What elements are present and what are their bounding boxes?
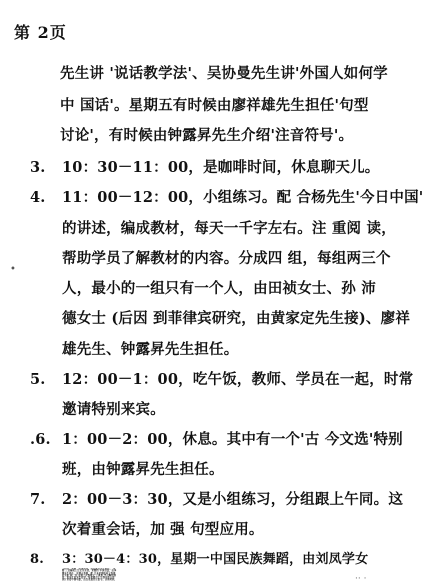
list-item-6: [30, 433, 403, 448]
text-line: 人，最小的一组只有一个人，由田祯女士、孙 沛: [62, 280, 376, 297]
text-line: 作，由吴让农先生指导。每星期六上午到中影公司: [62, 576, 115, 580]
text-line: 中 国话'。星期五有时候由廖祥雄先生担任'句型: [60, 97, 369, 114]
text-line: 的讲述，编成教材，每天一千字左右。注 重阅 读，: [62, 220, 396, 237]
text-line: 有关机 构，也 安排三次到师大 工教系 学习陶瓷制: [62, 573, 116, 577]
text-line: 邀请特别来宾。: [62, 401, 165, 418]
text-line: 1：00－2：00，休息。其中有一个'古 今文选'特别: [62, 431, 403, 448]
text-line: 期 三自修或上台北买东西。星期四 中国书法，由李: [62, 569, 117, 573]
text-line: 班，由钟露昇先生担任。: [62, 461, 224, 478]
list-item-4: [30, 191, 423, 206]
text-line: 帮助学员了解教材的内容。分成四 组，每组两三个: [62, 250, 391, 267]
item-number: 7.: [30, 491, 46, 508]
text-line: 雄先生、钟露昇先生担任。: [62, 341, 239, 358]
item-number: .6.: [30, 431, 51, 448]
text-line: 12：00－1：00，吃午饭，教师、学员在一起，时常: [62, 371, 414, 388]
text-line: 11：00－12：00，小组练习。配 合杨先生'今日中国': [62, 189, 424, 206]
item-number: 8.: [30, 552, 44, 567]
text-line: 10：30－11：00，是咖啡时间，休息聊天儿。: [62, 159, 380, 176]
list-item-8: [30, 553, 368, 566]
text-line: 2：00－3：30，又是小组练习，分组跟上午同。这: [62, 491, 404, 508]
stray-mark: •: [10, 264, 16, 275]
page-number: 第 2页: [14, 23, 67, 42]
edge-mark: ·· ·: [355, 574, 367, 584]
list-item-7: [30, 493, 403, 508]
text-line: 次着重会话，加 强 句型应用。: [62, 521, 264, 538]
text-line: 3：30－4：30，星期一中国民族舞蹈，由刘凤学女: [62, 552, 369, 567]
item-number: 5.: [30, 371, 46, 388]
text-line: 德女士 (后因 到菲律宾研究，由黄家定先生接)、廖祥: [62, 310, 411, 327]
item-number: 3.: [30, 159, 46, 176]
text-line: 试片室看中国电影，由白景瑞先生指导。其他时间，: [62, 578, 117, 582]
text-line: 鎏先生担任。星期五参观，配 合本星期的单元参观: [62, 571, 116, 575]
item-number: 4.: [30, 189, 46, 206]
list-item-3: [30, 161, 380, 176]
list-item-5: [30, 373, 413, 388]
text-line: 士担任。星期二中国音乐，由史惟亮先生担任。 星: [62, 568, 116, 570]
text-line: 先生讲 '说话教学法'、吴协曼先生讲'外国人如何学: [60, 65, 388, 82]
text-line: 讨论'，有时候由钟露昇先生介绍'注音符号'。: [60, 127, 354, 144]
